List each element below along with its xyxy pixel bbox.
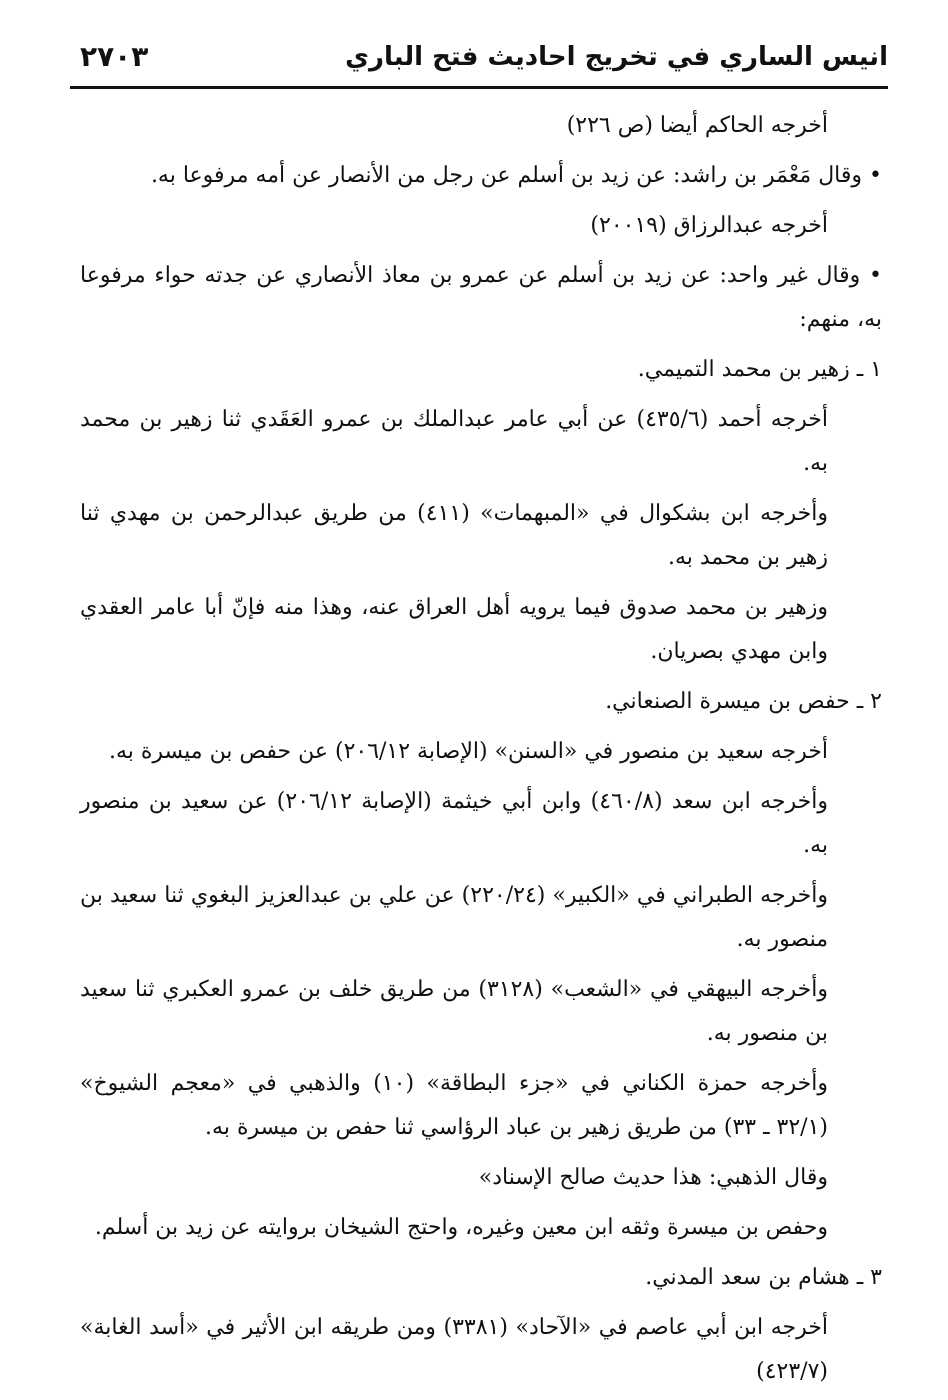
- paragraph: أخرجه سعيد بن منصور في «السنن» (الإصابة ٢٠٦/١٢) عن حفص بن ميسرة به.: [108, 739, 828, 764]
- book-title: انيس الساري في تخريج احاديث فتح الباري: [345, 42, 888, 72]
- numbered-heading: ٣ ـ هشام بن سعد المدني.: [645, 1265, 882, 1290]
- bullet-paragraph: • وقال مَعْمَر بن راشد: عن زيد بن أسلم عن رجل من الأنصار عن أمه مرفوعا به.: [150, 163, 882, 188]
- paragraph: أخرجه عبدالرزاق (٢٠٠١٩): [590, 213, 828, 238]
- bullet-paragraph: • وقال غير واحد: عن زيد بن أسلم عن عمرو بن معاذ الأنصاري عن جدته حواء مرفوعا به، منهم:: [80, 263, 882, 332]
- paragraph: وحفص بن ميسرة وثقه ابن معين وغيره، واحتج الشيخان بروايته عن زيد بن أسلم.: [94, 1215, 828, 1240]
- numbered-heading: ١ ـ زهير بن محمد التميمي.: [637, 357, 882, 382]
- page-body: [80, 104, 890, 1400]
- paragraph: وزهير بن محمد صدوق فيما يرويه أهل العراق عنه، وهذا منه فإنّ أبا عامر العقدي وابن مهدي بصريان.: [80, 595, 828, 664]
- paragraph: وأخرجه ابن سعد (٤٦٠/٨) وابن أبي خيثمة (الإصابة ٢٠٦/١٢) عن سعيد بن منصور به.: [80, 789, 828, 858]
- paragraph: أخرجه الحاكم أيضا (ص ٢٢٦): [566, 113, 828, 138]
- paragraph: وقال الذهبي: هذا حديث صالح الإسناد»: [478, 1165, 828, 1190]
- paragraph: أخرجه ابن أبي عاصم في «الآحاد» (٣٣٨١) ومن طريقه ابن الأثير في «أسد الغابة» (٤٢٣/٧): [80, 1315, 828, 1384]
- paragraph: وأخرجه ابن بشكوال في «المبهمات» (٤١١) من طريق عبدالرحمن بن مهدي ثنا زهير بن محمد به.: [80, 501, 829, 570]
- page-header: [70, 30, 888, 88]
- paragraph: أخرجه أحمد (٤٣٥/٦) عن أبي عامر عبدالملك بن عمرو العَقَدي ثنا زهير بن محمد به.: [80, 407, 828, 476]
- paragraph: وأخرجه حمزة الكناني في «جزء البطاقة» (١٠) والذهبي في «معجم الشيوخ» (٣٢/١ ـ ٣٣) من طريق زهير بن عباد الرؤاسي ثنا حفص بن ميسرة به.: [80, 1071, 828, 1140]
- paragraph: وأخرجه البيهقي في «الشعب» (٣١٢٨) من طريق خلف بن عمرو العكبري ثنا سعيد بن منصور به.: [80, 977, 828, 1046]
- page-number: ٢٧٠٣: [80, 40, 149, 73]
- paragraph: وأخرجه الطبراني في «الكبير» (٢٢٠/٢٤) عن علي بن عبدالعزيز البغوي ثنا سعيد بن منصور به.: [80, 883, 828, 952]
- numbered-heading: ٢ ـ حفص بن ميسرة الصنعاني.: [605, 689, 882, 714]
- header-rule: [70, 86, 888, 89]
